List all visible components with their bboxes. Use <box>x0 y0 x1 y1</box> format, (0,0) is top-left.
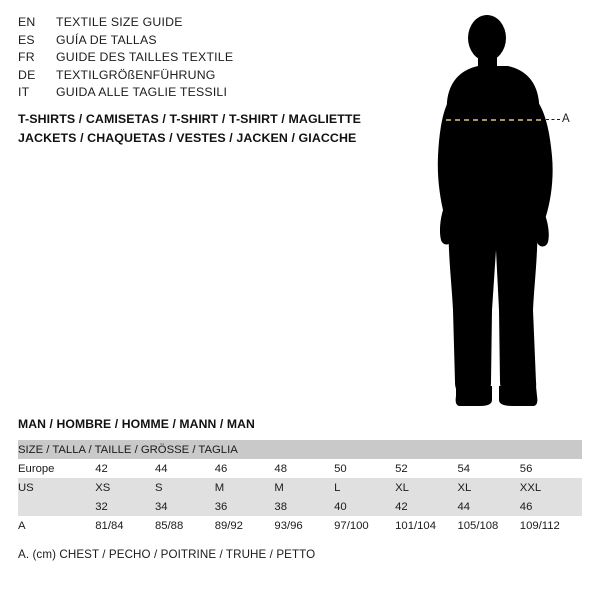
table-cell: 97/100 <box>334 516 395 535</box>
table-row <box>18 459 582 478</box>
language-text: GUÍA DE TALLAS <box>56 32 157 47</box>
table-cell: 48 <box>274 459 334 478</box>
silhouette-icon <box>400 10 600 410</box>
table-cell: L <box>334 478 395 497</box>
table-cell: XXL <box>520 478 582 497</box>
language-row <box>18 84 368 102</box>
table-cell: 105/108 <box>457 516 519 535</box>
table-cell: M <box>274 478 334 497</box>
table-cell: 52 <box>395 459 457 478</box>
table-row <box>18 497 582 516</box>
measure-leader-line <box>546 119 560 121</box>
table-cell: 36 <box>215 497 275 516</box>
table-cell: XS <box>95 478 155 497</box>
language-text: TEXTILE SIZE GUIDE <box>56 15 183 29</box>
table-cell: XL <box>395 478 457 497</box>
row-label <box>18 497 95 516</box>
table-cell: 44 <box>457 497 519 516</box>
size-table <box>18 440 582 535</box>
language-row <box>18 67 368 85</box>
table-cell: XL <box>457 478 519 497</box>
category-list <box>18 110 378 148</box>
table-cell: 56 <box>520 459 582 478</box>
language-text: TEXTILGRÖßENFÜHRUNG <box>56 67 216 82</box>
language-code: FR <box>18 50 35 64</box>
table-cell: 85/88 <box>155 516 215 535</box>
table-cell: 44 <box>155 459 215 478</box>
table-cell: 42 <box>395 497 457 516</box>
table-title: MAN / HOMBRE / HOMME / MANN / MAN <box>18 417 255 431</box>
language-code: ES <box>18 32 35 47</box>
table-cell: 32 <box>95 497 155 516</box>
language-row <box>18 49 368 67</box>
language-text: GUIDE DES TAILLES TEXTILE <box>56 50 234 64</box>
male-silhouette-figure <box>400 10 600 410</box>
table-cell: M <box>215 478 275 497</box>
row-label: US <box>18 478 95 497</box>
table-cell: 42 <box>95 459 155 478</box>
table-row <box>18 516 582 535</box>
row-label: A <box>18 516 95 535</box>
table-header-label: SIZE / TALLA / TAILLE / GRÖSSE / TAGLIA <box>18 440 582 459</box>
table-cell: 81/84 <box>95 516 155 535</box>
table-cell: 54 <box>457 459 519 478</box>
table-cell: 46 <box>215 459 275 478</box>
language-list <box>18 14 368 102</box>
table-footnote: A. (cm) CHEST / PECHO / POITRINE / TRUHE / PETTO <box>18 548 316 561</box>
row-label: Europe <box>18 459 95 478</box>
category-jackets: JACKETS / CHAQUETAS / VESTES / JACKEN / GIACCHE <box>18 131 357 145</box>
language-code: IT <box>18 85 30 99</box>
table-cell: 101/104 <box>395 516 457 535</box>
language-text: GUIDA ALLE TAGLIE TESSILI <box>56 85 228 99</box>
table-header-row <box>18 440 582 459</box>
table-cell: S <box>155 478 215 497</box>
table-cell: 46 <box>520 497 582 516</box>
table-cell: 34 <box>155 497 215 516</box>
table-cell: 40 <box>334 497 395 516</box>
table-cell: 109/112 <box>520 516 582 535</box>
category-tshirts: T-SHIRTS / CAMISETAS / T-SHIRT / T-SHIRT / MAGLIETTE <box>18 112 361 126</box>
language-row <box>18 14 368 32</box>
table-cell: 93/96 <box>274 516 334 535</box>
table-cell: 50 <box>334 459 395 478</box>
language-code: DE <box>18 67 36 82</box>
language-row <box>18 32 368 50</box>
table-cell: 89/92 <box>215 516 275 535</box>
table-row <box>18 478 582 497</box>
language-code: EN <box>18 15 36 29</box>
measure-label-a: A <box>562 113 570 125</box>
table-cell: 38 <box>274 497 334 516</box>
